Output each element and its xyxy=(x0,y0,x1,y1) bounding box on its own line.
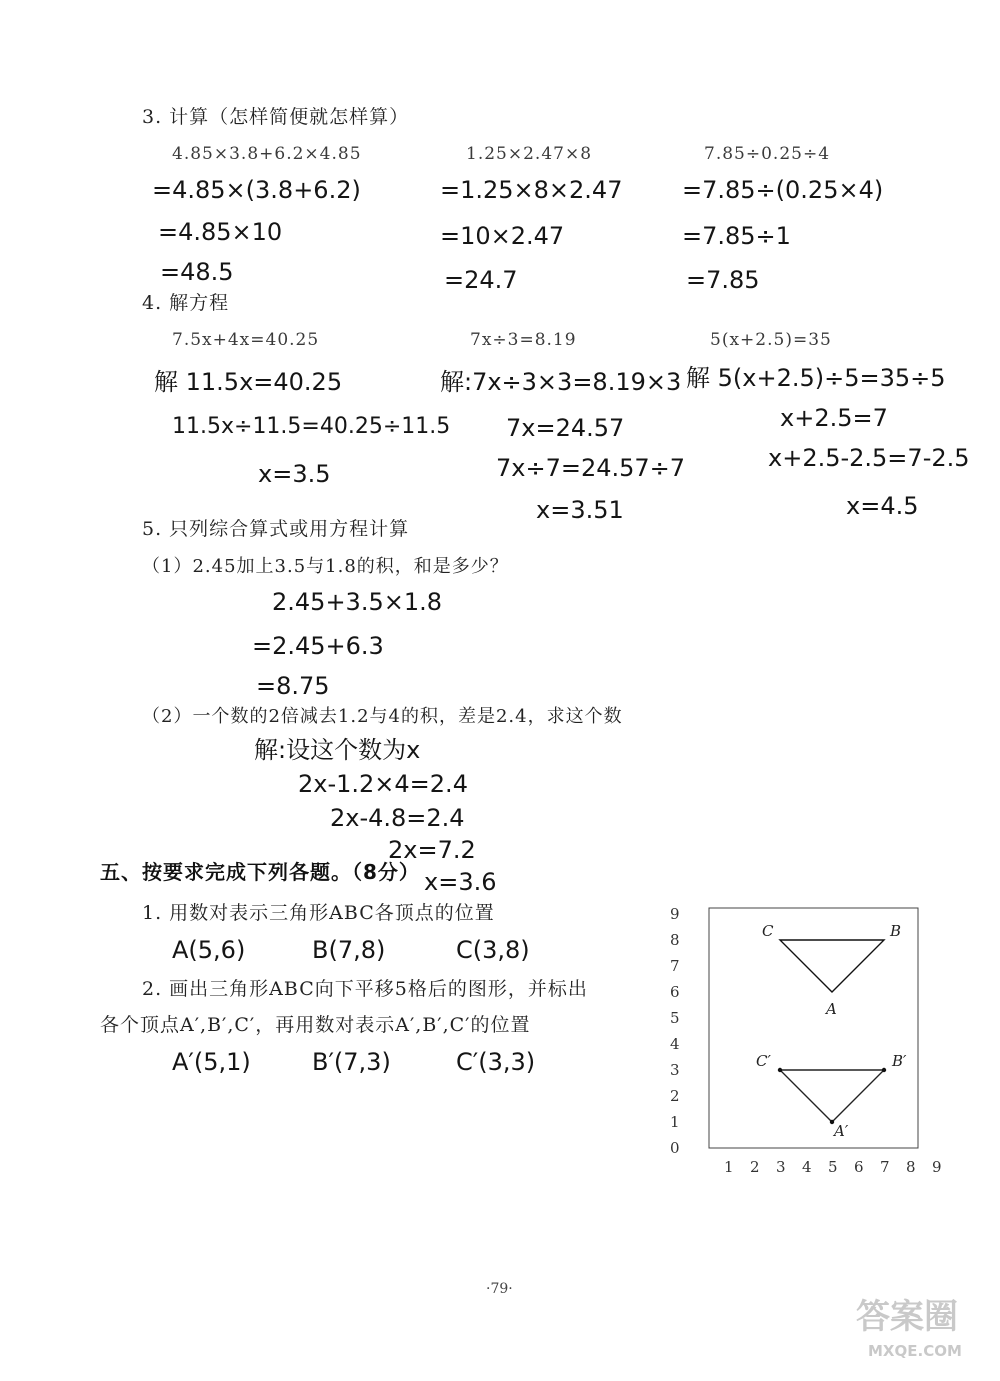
vertex-dot xyxy=(882,1068,886,1072)
q3-1-step-2: =4.85×10 xyxy=(158,218,283,246)
q4-2-step-2: 7x=24.57 xyxy=(506,414,625,442)
q5-2-step-1: 解:设这个数为x xyxy=(254,736,421,764)
sec5-q2-line-2: 各个顶点A′,B′,C′，再用数对表示A′,B′,C′的位置 xyxy=(100,1014,531,1036)
sec5-q1-answer-a: A(5,6) xyxy=(172,936,246,964)
q4-3-step-3: x+2.5-2.5=7-2.5 xyxy=(768,444,970,472)
label-a: A xyxy=(826,1000,837,1018)
q5-2-step-5: x=3.6 xyxy=(424,868,497,896)
sec5-q2-answer-b: B′(7,3) xyxy=(312,1048,391,1076)
label-a-prime: A′ xyxy=(834,1122,849,1140)
x-tick-label: 5 xyxy=(828,1158,838,1176)
q3-problem-3: 7.85÷0.25÷4 xyxy=(704,144,831,164)
watermark-logo: 答案圈 xyxy=(856,1297,958,1337)
y-tick-label: 6 xyxy=(670,983,680,1001)
q4-problem-3: 5(x+2.5)=35 xyxy=(710,330,832,350)
q3-2-step-1: =1.25×8×2.47 xyxy=(440,176,623,204)
q5-question-2: （2）一个数的2倍减去1.2与4的积，差是2.4，求这个数 xyxy=(142,706,623,727)
q3-3-step-2: =7.85÷1 xyxy=(682,222,791,250)
q5-1-step-2: =2.45+6.3 xyxy=(252,632,384,660)
q4-problem-2: 7x÷3=8.19 xyxy=(470,330,577,350)
q4-3-step-2: x+2.5=7 xyxy=(780,404,888,432)
label-c-prime: C′ xyxy=(756,1052,771,1070)
q4-1-step-1: 解 11.5x=40.25 xyxy=(154,368,343,396)
q5-question-1: （1）2.45加上3.5与1.8的积，和是多少？ xyxy=(142,556,509,577)
q4-1-step-2: 11.5x÷11.5=40.25÷11.5 xyxy=(172,414,451,439)
q4-2-step-4: x=3.51 xyxy=(536,496,624,524)
label-b-prime: B′ xyxy=(892,1052,907,1070)
q4-1-step-3: x=3.5 xyxy=(258,460,331,488)
coordinate-grid xyxy=(650,895,940,1185)
q4-3-step-4: x=4.5 xyxy=(846,492,919,520)
label-b: B xyxy=(890,922,902,940)
q3-problem-1: 4.85×3.8+6.2×4.85 xyxy=(172,144,362,164)
q4-heading: 4. 解方程 xyxy=(142,292,230,314)
page-number: ·79· xyxy=(486,1281,513,1297)
vertex-dot xyxy=(778,1068,782,1072)
x-tick-label: 8 xyxy=(906,1158,916,1176)
y-tick-label: 9 xyxy=(670,905,680,923)
x-tick-label: 2 xyxy=(750,1158,760,1176)
q3-1-step-1: =4.85×(3.8+6.2) xyxy=(152,176,361,204)
q3-heading: 3. 计算（怎样简便就怎样算） xyxy=(142,106,410,128)
sec5-q1-answer-c: C(3,8) xyxy=(456,936,530,964)
q4-problem-1: 7.5x+4x=40.25 xyxy=(172,330,320,350)
q5-1-step-3: =8.75 xyxy=(256,672,330,700)
q4-2-step-3: 7x÷7=24.57÷7 xyxy=(496,454,686,482)
sec5-q2-line-1: 2. 画出三角形ABC向下平移5格后的图形，并标出 xyxy=(142,978,588,1000)
q5-2-step-3: 2x-4.8=2.4 xyxy=(330,804,465,832)
q3-problem-2: 1.25×2.47×8 xyxy=(466,144,593,164)
q4-2-step-1: 解:7x÷3×3=8.19×3 xyxy=(440,368,682,396)
y-tick-label: 5 xyxy=(670,1009,680,1027)
y-tick-label: 8 xyxy=(670,931,680,949)
y-tick-label: 4 xyxy=(670,1035,680,1053)
y-tick-label: 7 xyxy=(670,957,680,975)
q5-1-step-1: 2.45+3.5×1.8 xyxy=(272,588,442,616)
x-tick-label: 3 xyxy=(776,1158,786,1176)
sec5-q2-answer-c: C′(3,3) xyxy=(456,1048,536,1076)
q3-3-step-3: =7.85 xyxy=(686,266,760,294)
y-tick-label: 3 xyxy=(670,1061,680,1079)
x-tick-label: 1 xyxy=(724,1158,734,1176)
x-tick-label: 7 xyxy=(880,1158,890,1176)
x-tick-label: 4 xyxy=(802,1158,812,1176)
section-5-heading: 五、按要求完成下列各题。（8分） xyxy=(100,860,420,884)
q3-2-step-3: =24.7 xyxy=(444,266,518,294)
q3-1-step-3: =48.5 xyxy=(160,258,234,286)
x-tick-label: 9 xyxy=(932,1158,942,1176)
grid-frame xyxy=(709,908,918,1148)
triangle-abc xyxy=(780,940,884,992)
sec5-q2-answer-a: A′(5,1) xyxy=(172,1048,251,1076)
x-tick-label: 6 xyxy=(854,1158,864,1176)
q5-2-step-2: 2x-1.2×4=2.4 xyxy=(298,770,468,798)
label-c: C xyxy=(762,922,774,940)
q3-2-step-2: =10×2.47 xyxy=(440,222,565,250)
triangle-translated xyxy=(780,1070,884,1122)
q5-2-step-4: 2x=7.2 xyxy=(388,836,476,864)
q3-3-step-1: =7.85÷(0.25×4) xyxy=(682,176,884,204)
q5-heading: 5. 只列综合算式或用方程计算 xyxy=(142,518,410,540)
y-tick-label: 2 xyxy=(670,1087,680,1105)
q4-3-step-1: 解 5(x+2.5)÷5=35÷5 xyxy=(686,364,946,392)
sec5-q1-text: 1. 用数对表示三角形ABC各顶点的位置 xyxy=(142,902,495,924)
sec5-q1-answer-b: B(7,8) xyxy=(312,936,386,964)
y-tick-label: 1 xyxy=(670,1113,680,1131)
y-tick-label: 0 xyxy=(670,1139,680,1157)
watermark-url: MXQE.COM xyxy=(868,1342,962,1360)
